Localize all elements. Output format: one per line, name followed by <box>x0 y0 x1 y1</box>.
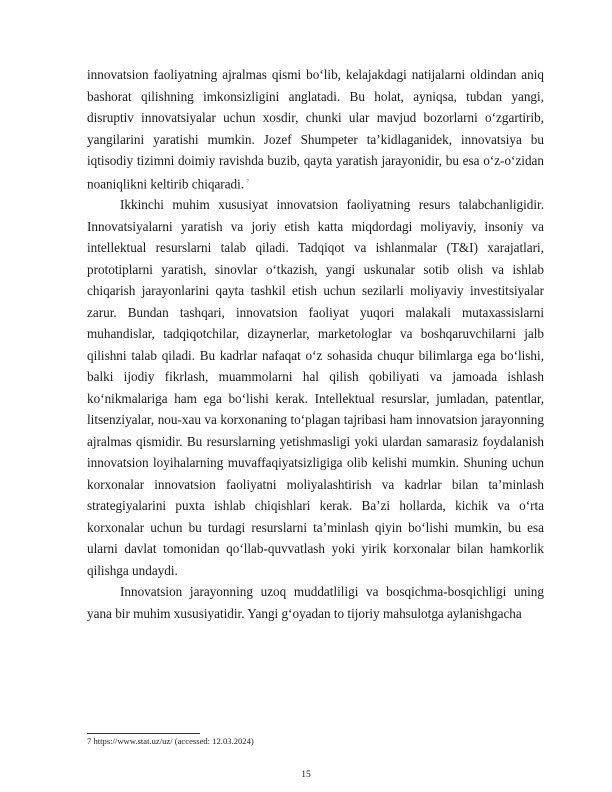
footnote-divider <box>87 733 200 734</box>
page-number: 15 <box>301 770 311 780</box>
paragraph-2 <box>87 194 544 581</box>
paragraph-1-text: innovatsion faoliyatning ajralmas qismi bo‘lib, kelajakdagi natijalarni oldindan aniq bashorat qilishning imkonsizligini anglatadi. Bu holat, ayniqsa, tubdan yangi, disruptiv innovatsiyalar uchun xosdir, chunki ular mavjud bozorlarni o‘zgartirib, yangilarini yaratishi mumkin. Jozef Shumpeter ta’kidlaganidek, innovatsiya bu iqtisodiy tizimni doimiy ravishda buzib, qayta yaratish jarayonidir, bu esa o‘z-o‘zidan noaniqlikni keltirib chiqaradi. <box>87 67 544 191</box>
footnote-reference[interactable]: 7 <box>246 178 250 185</box>
paragraph-1 <box>87 64 544 194</box>
paragraph-3 <box>87 581 544 624</box>
paragraph-2-text: Ikkinchi muhim xususiyat innovatsion faoliyatning resurs talabchanligidir. Innovatsiyalarni yaratish va joriy etish katta miqdordagi moliyaviy, insoniy va intellektual resurslarni talab qiladi. Tadqiqot va ishlanmalar (T&I) xarajatlari, prototiplarni yaratish, sinovlar o‘tkazish, yangi uskunalar sotib olish va ishlab chiqarish jarayonlarini qayta tashkil etish uchun sezilarli moliyaviy investitsiyalar zarur. Bundan tashqari, innovatsion faoliyat yuqori malakali mutaxassislarni muhandislar, tadqiqotchilar, dizaynerlar, marketologlar va boshqaruvchilarni jalb qilishni talab qiladi. Bu kadrlar nafaqat o‘z sohasida chuqur bilimlarga ega bo‘lishi, balki ijodiy fikrlash, muammolarni hal qilish qobiliyati va jamoada ishlash ko‘nikmalariga ham ega bo‘lishi kerak. Intellektual resurslar, jumladan, patentlar, litsenziyalar, nou-xau va korxonaning to‘plagan tajribasi ham innovatsion jarayonning ajralmas qismidir. Bu resurslarning yetishmasligi yoki ulardan samarasiz foydalanish innovatsion loyihalarning muvaffaqiyatsizligiga olib kelishi mumkin. Shuning uchun korxonalar innovatsion faoliyatni moliyalashtirish va kadrlar bilan ta’minlash strategiyalarini puxta ishlab chiqishlari kerak. Ba’zi hollarda, kichik va o‘rta korxonalar uchun bu turdagi resurslarni ta’minlash qiyin bo‘lishi mumkin, bu esa ularni davlat tomonidan qo‘llab-quvvatlash yoki yirik korxonalar bilan hamkorlik qilishga undaydi. <box>87 197 544 578</box>
paragraph-3-text: Innovatsion jarayonning uzoq muddatliligi va bosqichma-bosqichligi uning yana bir muhim xususiyatidir. Yangi g‘oyadan to tijoriy mahsulotga aylanishgacha <box>87 584 544 621</box>
page-body <box>87 64 544 624</box>
footnote: 7 https://www.stat.uz/uz/ (accessed: 12.03.2024) <box>87 736 254 746</box>
